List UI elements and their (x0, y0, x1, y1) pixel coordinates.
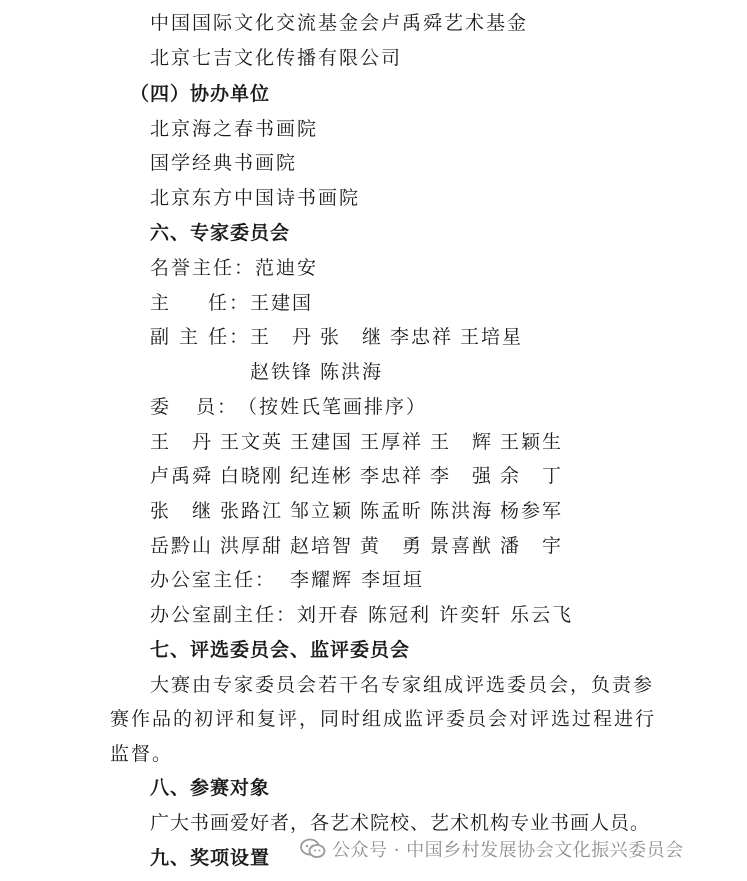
chair-name: 王建国 (250, 292, 314, 314)
review-paragraph-line: 赛作品的初评和复评，同时组成监评委员会对评选过程进行 (110, 708, 657, 730)
members-label (150, 395, 238, 419)
member-name: 王颖生 (500, 431, 564, 453)
member-name: 赵培智 (290, 535, 354, 557)
members-row (150, 534, 570, 558)
co-organizer-item: 北京海之春书画院 (150, 118, 319, 140)
honorary-chair-name: 范迪安 (255, 257, 319, 279)
vice-chair-row-2 (250, 360, 390, 384)
member-name: 白晓刚 (220, 465, 284, 487)
member-name: 潘 宇 (500, 535, 564, 557)
member-name: 岳黔山 (150, 535, 214, 557)
office-deputy-row (150, 603, 573, 627)
vice-chair-row (150, 325, 530, 349)
watermark (300, 836, 684, 862)
member-name: 景喜猷 (430, 535, 494, 557)
member-name: 卢禹舜 (150, 465, 214, 487)
honorary-chair-label: 名誉主任： (150, 257, 256, 279)
member-name: 张路江 (220, 500, 284, 522)
member-name: 纪连彬 (290, 465, 354, 487)
member-name: 李 强 (430, 465, 494, 487)
vice-chair-name: 赵铁锋 (250, 361, 314, 383)
chair-label-part: 主 (150, 292, 172, 314)
vice-chair-name: 王 丹 (250, 326, 314, 348)
member-name: 王厚祥 (360, 431, 424, 453)
member-name: 王文英 (220, 431, 284, 453)
organizer-line-2: 北京七吉文化传播有限公司 (150, 47, 403, 69)
member-name: 王建国 (290, 431, 354, 453)
chair-label (150, 291, 250, 315)
vice-chair-name: 王培星 (460, 326, 524, 348)
members-label-part: 委 (150, 396, 172, 418)
member-name: 李忠祥 (360, 465, 424, 487)
office-deputy-label: 办公室副主任： (150, 604, 298, 626)
office-director-row (150, 568, 424, 592)
expert-committee-heading: 六、专家委员会 (150, 222, 291, 244)
member-name: 杨参军 (500, 500, 564, 522)
vice-chair-name: 陈洪海 (320, 361, 384, 383)
watermark-text: 公众号 · 中国乡村发展协会文化振兴委员会 (332, 840, 684, 861)
member-name: 张 继 (150, 500, 214, 522)
review-paragraph-line: 大赛由专家委员会若干名专家组成评选委员会，负责参 (150, 674, 655, 696)
office-director-label: 办公室主任： (150, 569, 277, 591)
vice-chair-label: 副 主 任： (150, 326, 251, 348)
member-name: 余 丁 (500, 465, 564, 487)
member-name: 洪厚甜 (220, 535, 284, 557)
members-row (150, 499, 570, 523)
co-organizer-item: 国学经典书画院 (150, 152, 298, 174)
members-row (150, 430, 570, 454)
member-name: 陈洪海 (430, 500, 494, 522)
members-label-row (150, 395, 427, 419)
chair-row (150, 291, 313, 315)
members-row (150, 464, 570, 488)
chair-label-part: 任： (207, 292, 250, 314)
review-paragraph-line: 监督。 (110, 743, 174, 765)
office-director-names: 李耀辉 李垣垣 (290, 569, 425, 591)
honorary-chair-row (150, 256, 318, 280)
members-label-part: 员： (195, 396, 238, 418)
vice-chair-name: 李忠祥 (390, 326, 454, 348)
awards-heading: 九、奖项设置 (150, 847, 271, 869)
participants-text: 广大书画爱好者，各艺术院校、艺术机构专业书画人员。 (150, 812, 651, 834)
office-deputy-names: 刘开春 陈冠利 许奕轩 乐云飞 (297, 604, 574, 626)
vice-chair-name: 张 继 (320, 326, 384, 348)
member-name: 王 丹 (150, 431, 214, 453)
co-organizers-heading: （四）协办单位 (130, 83, 271, 105)
review-committee-heading: 七、评选委员会、监评委员会 (150, 639, 411, 661)
member-name: 黄 勇 (360, 535, 424, 557)
participants-heading: 八、参赛对象 (150, 777, 271, 799)
wechat-official-account-icon (300, 838, 326, 860)
member-name: 陈孟昕 (360, 500, 424, 522)
member-name: 邹立颖 (290, 500, 354, 522)
member-name: 王 辉 (430, 431, 494, 453)
members-note: （按姓氏笔画排序） (238, 396, 428, 418)
organizer-line-1: 中国国际文化交流基金会卢禹舜艺术基金 (150, 12, 529, 34)
co-organizer-item: 北京东方中国诗书画院 (150, 187, 361, 209)
